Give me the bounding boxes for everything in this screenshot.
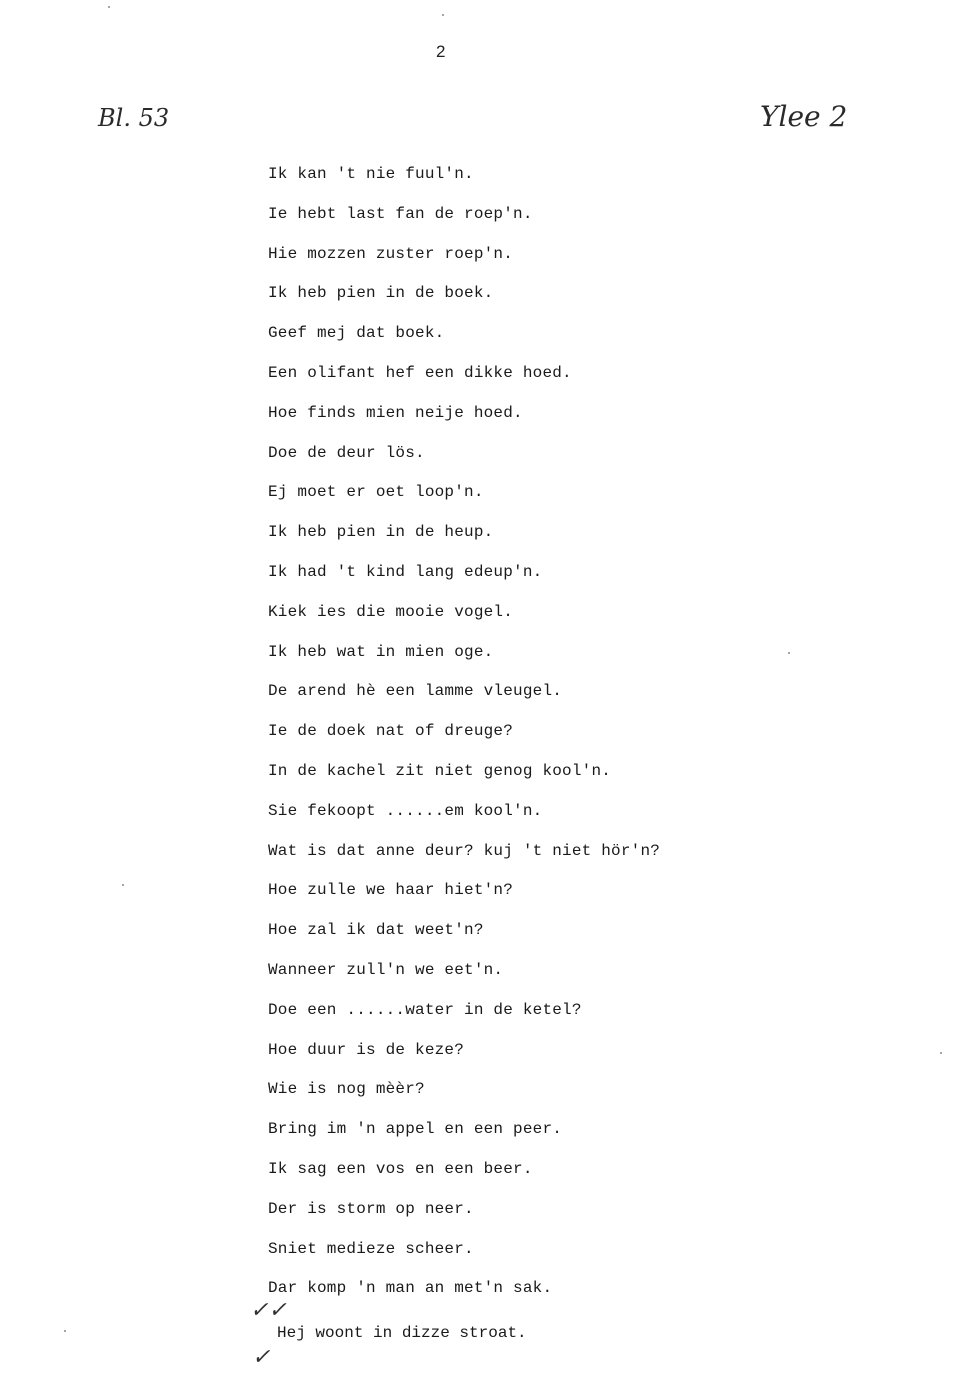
typed-line: Ik kan 't nie fuul'n. [268,165,474,183]
typed-line: Geef mej dat boek. [268,324,445,343]
typed-line: Hoe duur is de keze? [268,1040,465,1059]
typed-line: Bring im 'n appel en een peer. [268,1120,563,1139]
handwritten-check-mark-icon: ✓✓ [250,1298,287,1323]
typed-line: Kiek ies die mooie vogel. [268,602,514,621]
scan-speck [788,652,790,654]
handwritten-check-mark-icon: ✓ [252,1345,271,1370]
typed-line: In de kachel zit niet genog kool'n. [268,761,612,780]
typed-sentence-list [268,163,660,1317]
typed-line: Wanneer zull'n we eet'n. [268,960,504,979]
typed-line: Ie de doek nat of dreuge? [268,722,514,741]
typed-line: Ik had 't kind lang edeup'n. [268,562,543,581]
typed-line: Der is storm op neer. [268,1199,474,1218]
typed-line: Hoe zal ik dat weet'n? [268,921,484,940]
typed-line: Ej moet er oet loop'n. [268,483,484,502]
scan-speck [64,1330,66,1332]
typed-line: Dar komp 'n man an met'n sak. [268,1279,553,1298]
typed-line: Wat is dat anne deur? kuj 't niet hör'n? [268,841,661,860]
typed-line: De arend hè een lamme vleugel. [268,682,563,701]
typed-line: Een olifant hef een dikke hoed. [268,363,572,382]
typed-line: Ik sag een vos en een beer. [268,1159,533,1178]
typed-line: Ik heb pien in de heup. [268,523,494,542]
scan-speck [108,6,110,8]
scan-speck [122,884,124,886]
handwritten-signature-note: Ylee 2 [760,100,848,133]
typed-line: Ik heb pien in de boek. [268,284,494,303]
page-number: 2 [436,42,446,61]
scan-speck [940,1052,942,1054]
typed-line: Wie is nog mèèr? [268,1080,425,1099]
typed-line: Sie fekoopt ......em kool'n. [268,801,543,820]
typed-line: Ie hebt last fan de roep'n. [268,204,533,223]
handwritten-folio-note: Bl. 53 [98,104,170,132]
typed-line-last: Hej woont in dizze stroat. [277,1324,527,1342]
typed-line: Hie mozzen zuster roep'n. [268,244,514,263]
typed-line: Sniet medieze scheer. [268,1239,474,1258]
scan-speck [442,14,444,16]
typed-line: Doe de deur lös. [268,443,425,462]
typed-line: Ik heb wat in mien oge. [268,642,494,661]
typed-line: Doe een ......water in de ketel? [268,1000,582,1019]
typed-line: Hoe finds mien neije hoed. [268,403,523,422]
typed-line: Hoe zulle we haar hiet'n? [268,881,514,900]
